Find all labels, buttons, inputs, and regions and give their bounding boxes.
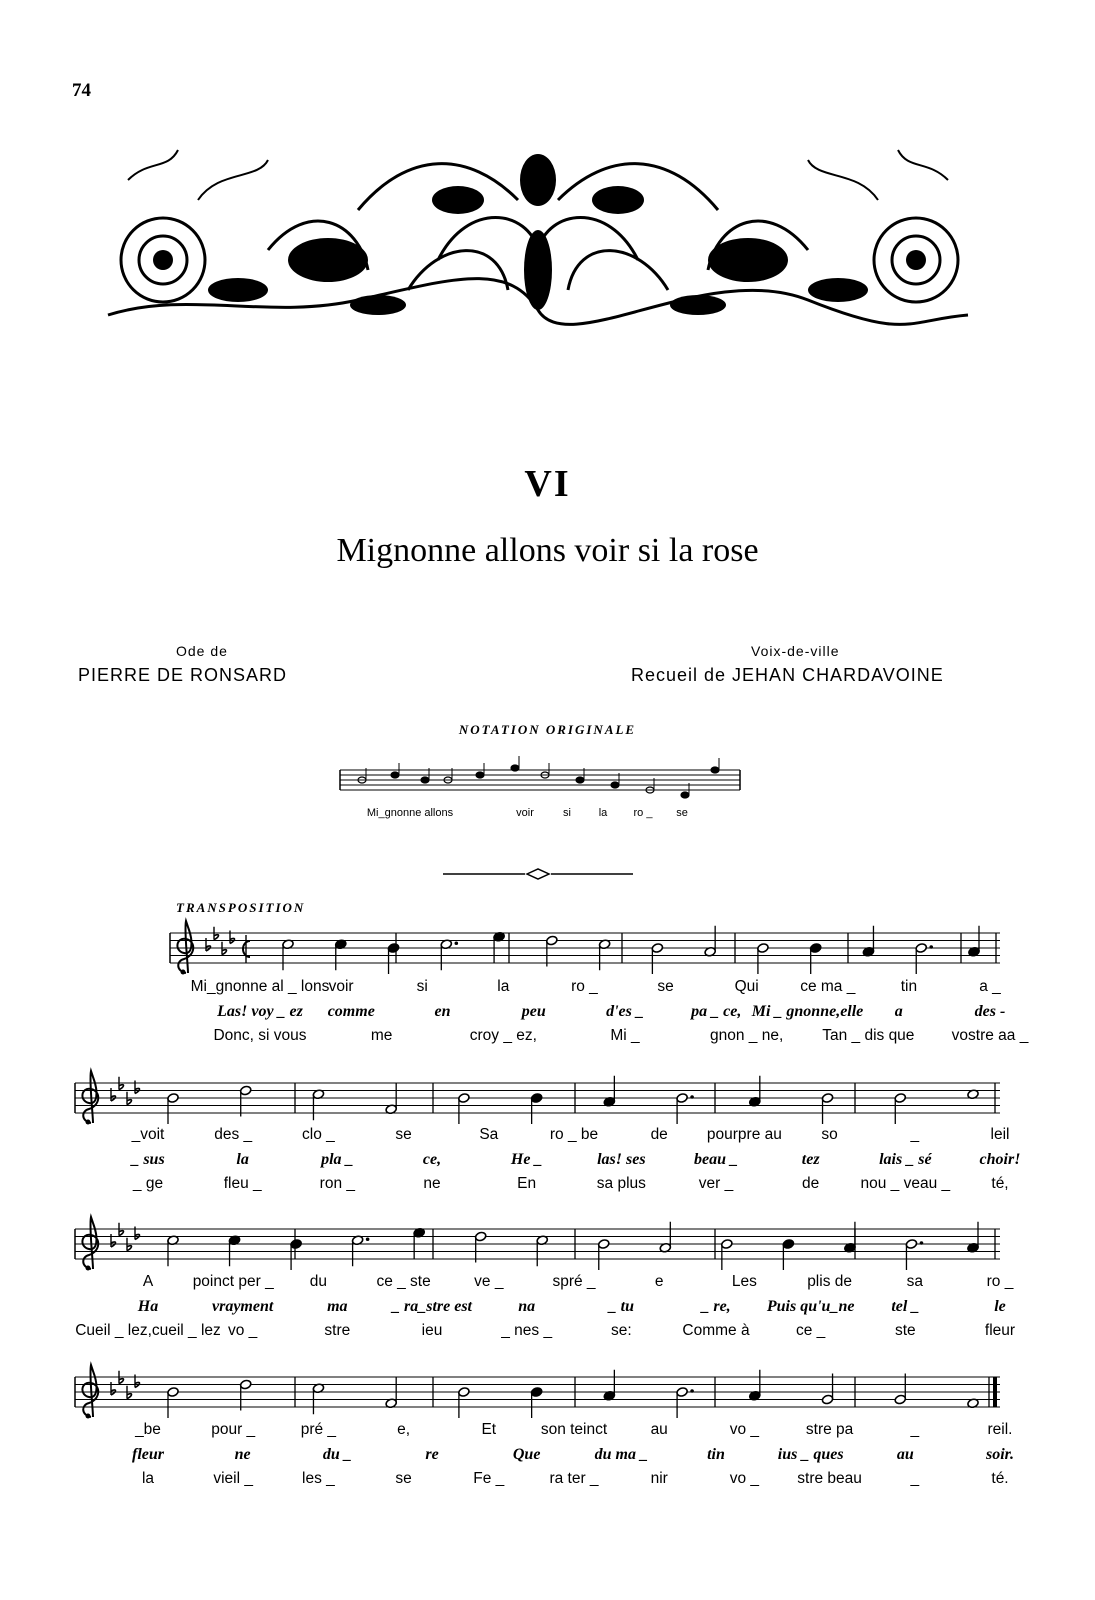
- lyric-syllable: si: [416, 978, 428, 995]
- lyric-syllable: _: [910, 1421, 920, 1438]
- lyric-syllable: la: [141, 1470, 155, 1487]
- note: [967, 1222, 979, 1253]
- lyric-syllable: croy _ ez,: [469, 1027, 537, 1044]
- lyric-syllable: stre beau: [797, 1470, 862, 1487]
- lyric-syllable: nir: [650, 1470, 668, 1487]
- lyric-syllable: ce,: [422, 1151, 442, 1168]
- lyric-syllable: pa _ ce,: [691, 1003, 742, 1020]
- lyric-syllable: ce ma _: [800, 978, 856, 995]
- separator-ornament: [443, 866, 633, 882]
- note: [810, 943, 822, 974]
- lyric-syllable: sa: [906, 1273, 923, 1290]
- lyric-syllable: lais _ sé: [879, 1151, 932, 1168]
- lyric-syllable: las! ses: [597, 1151, 646, 1168]
- lyric-syllable: _ ge: [132, 1175, 164, 1192]
- original-notation-label: NOTATION ORIGINALE: [458, 722, 637, 737]
- lyric-syllable: En: [517, 1175, 537, 1192]
- lyric-syllable: la: [497, 978, 510, 995]
- note: [749, 1370, 761, 1401]
- lyric-syllable: re: [425, 1446, 439, 1463]
- note: [440, 939, 458, 970]
- lyric-syllable: pour _: [211, 1421, 256, 1438]
- note: [862, 926, 874, 957]
- lyric-syllable: _: [910, 1470, 920, 1487]
- lyric-syllable: He _: [510, 1151, 543, 1168]
- transposition-label: TRANSPOSITION: [176, 900, 306, 915]
- lyric-syllable: fleu _: [223, 1175, 262, 1192]
- lyric-syllable: Qui: [734, 978, 759, 995]
- lyric-syllable: ne: [234, 1446, 251, 1463]
- flat-sign: [111, 1088, 116, 1101]
- lyric-syllable: Mi _ gnonne,elle: [751, 1003, 864, 1020]
- lyric-syllable: _ sus: [131, 1151, 165, 1168]
- lyric-syllable: comme: [327, 1003, 375, 1020]
- note: [676, 1387, 694, 1418]
- lyric-syllable: _be: [135, 1421, 161, 1438]
- note: [458, 1093, 470, 1124]
- note: [385, 1377, 397, 1408]
- lyric-syllable: vrayment: [211, 1298, 274, 1315]
- note: [167, 1093, 179, 1124]
- lyric-syllable: du _: [322, 1446, 352, 1463]
- music-staff-2: [75, 1075, 1000, 1125]
- lyric-syllable: ro _ be: [549, 1126, 599, 1143]
- lyric-syllable: a _: [979, 978, 1001, 995]
- lyric-syllable: stre: [324, 1322, 351, 1339]
- lyric-syllable: ne: [423, 1175, 441, 1192]
- lyric-syllable: vo _: [228, 1322, 258, 1339]
- lyric-syllable: se: [657, 978, 674, 995]
- note: [603, 1370, 615, 1401]
- original-lyric-syllable: voir: [516, 807, 534, 819]
- lyric-syllable: beau _: [694, 1151, 738, 1168]
- flat-sign: [111, 1234, 116, 1247]
- lyric-syllable: _ nes _: [501, 1322, 553, 1339]
- music-staff-1: [170, 925, 1000, 975]
- original-lyric-syllable: si: [563, 807, 571, 819]
- lyric-syllable: des -: [974, 1003, 1006, 1020]
- lyric-syllable: de: [802, 1175, 820, 1192]
- flat-sign: [206, 938, 211, 951]
- note: [603, 1076, 615, 1107]
- lyric-syllable: tin: [707, 1446, 725, 1463]
- lyric-syllable: so: [821, 1126, 838, 1143]
- note: [385, 1083, 397, 1114]
- flat-sign: [111, 1382, 116, 1395]
- lyric-syllable: Mi _: [610, 1027, 640, 1044]
- lyric-syllable: _ tu: [608, 1298, 634, 1315]
- lyric-syllable: _: [910, 1126, 920, 1143]
- lyric-syllable: poinct per _: [192, 1273, 274, 1290]
- flat-sign: [135, 1375, 140, 1388]
- lyric-syllable: du ma _: [594, 1446, 648, 1463]
- note: [167, 1387, 179, 1418]
- lyric-syllable: stre pa: [805, 1421, 854, 1438]
- note: [659, 1222, 671, 1253]
- note: [844, 1222, 856, 1253]
- lyric-syllable: té,: [991, 1175, 1009, 1192]
- note: [228, 1235, 240, 1266]
- lyric-syllable: fleur: [984, 1322, 1016, 1339]
- lyric-syllable: pré _: [300, 1421, 337, 1438]
- note: [413, 1227, 425, 1258]
- source-name: Recueil de JEHAN CHARDAVOINE: [631, 665, 944, 685]
- note: [968, 926, 980, 957]
- lyric-syllable: na: [518, 1298, 536, 1315]
- flat-sign: [230, 931, 235, 944]
- lyric-syllable: A: [142, 1273, 154, 1290]
- lyric-syllable: me: [370, 1027, 393, 1044]
- lyric-syllable: spré _: [552, 1273, 596, 1290]
- lyric-syllable: se:: [610, 1322, 632, 1339]
- song-title: Mignonne allons voir si la rose: [336, 532, 759, 569]
- lyric-syllable: en: [434, 1003, 451, 1020]
- lyric-syllable: ra ter _: [549, 1470, 599, 1487]
- note: [651, 943, 663, 974]
- lyric-syllable: vo _: [729, 1470, 760, 1487]
- note: [598, 939, 610, 970]
- lyric-syllable: se: [395, 1126, 412, 1143]
- note: [530, 1387, 542, 1418]
- lyric-syllable: sa plus: [596, 1175, 646, 1192]
- flat-sign: [135, 1081, 140, 1094]
- lyric-syllable: ro _: [571, 978, 598, 995]
- note: [749, 1076, 761, 1107]
- note: [894, 1093, 906, 1124]
- lyric-syllable: ver _: [698, 1175, 734, 1192]
- lyric-syllable: Sa: [479, 1126, 499, 1143]
- lyric-syllable: ro _: [986, 1273, 1014, 1290]
- lyricist-name: PIERRE DE RONSARD: [78, 665, 288, 685]
- note: [721, 1239, 733, 1270]
- lyric-syllable: vo _: [729, 1421, 760, 1438]
- original-note: [711, 758, 719, 773]
- lyric-syllable: Comme à: [682, 1322, 750, 1339]
- original-lyric-syllable: se: [676, 807, 688, 819]
- lyric-syllable: au: [896, 1446, 914, 1463]
- note: [335, 939, 347, 970]
- lyric-syllable: ve _: [474, 1273, 504, 1290]
- lyric-syllable: _voit: [131, 1126, 165, 1143]
- lyric-syllable: tel _: [891, 1298, 920, 1315]
- original-notation-staff: [340, 762, 740, 802]
- lyric-syllable: plis de: [807, 1273, 852, 1290]
- note: [821, 1093, 833, 1124]
- lyric-syllable: Puis qu'u_ne: [766, 1298, 855, 1315]
- cut-time-signature: [243, 935, 250, 963]
- flat-sign: [135, 1227, 140, 1240]
- lyric-syllable: _ ra_stre est: [392, 1298, 472, 1315]
- note: [458, 1387, 470, 1418]
- lyric-syllable: tez: [801, 1151, 820, 1168]
- note: [530, 1093, 542, 1124]
- lyric-syllable: du: [309, 1273, 328, 1290]
- note: [351, 1235, 369, 1266]
- lyric-syllable: Et: [481, 1421, 497, 1438]
- lyric-syllable: le: [994, 1298, 1006, 1315]
- original-note: [511, 756, 519, 771]
- header-ornament: [108, 140, 968, 325]
- lyric-syllable: Mi_gnonne al _ lons: [190, 978, 330, 995]
- lyric-syllable: peu: [521, 1003, 546, 1020]
- lyric-syllable: ste: [894, 1322, 916, 1339]
- lyric-syllable: leil: [990, 1126, 1010, 1143]
- lyric-syllable: fleur: [132, 1446, 164, 1463]
- lyric-syllable: clo _: [302, 1126, 335, 1143]
- lyric-syllable: pla _: [321, 1151, 354, 1168]
- note: [894, 1374, 906, 1405]
- lyric-syllable: les _: [302, 1470, 335, 1487]
- music-staff-4: [75, 1369, 1000, 1419]
- note: [493, 931, 505, 962]
- note: [240, 1085, 252, 1116]
- lyric-syllable: Las! voy _ ez: [217, 1003, 303, 1020]
- note: [290, 1239, 302, 1270]
- lyric-syllable: des _: [214, 1126, 253, 1143]
- lyric-syllable: tin: [900, 978, 918, 995]
- lyric-syllable: Ha: [137, 1298, 159, 1315]
- lyric-syllable: vostre aa _: [951, 1027, 1029, 1044]
- lyric-syllable: soir.: [985, 1446, 1015, 1463]
- page-number: 74: [72, 80, 91, 101]
- lyric-syllable: _ re,: [701, 1298, 731, 1315]
- note: [598, 1239, 610, 1270]
- lyricist-label: Ode de: [176, 643, 228, 659]
- lyric-syllable: gnon _ ne,: [710, 1027, 784, 1044]
- note: [757, 943, 769, 974]
- note: [240, 1379, 252, 1410]
- note: [312, 1089, 324, 1120]
- lyric-syllable: d'es _: [606, 1003, 644, 1020]
- lyric-syllable: ce _: [796, 1322, 826, 1339]
- note: [676, 1093, 694, 1124]
- original-lyric-syllable: ro _: [633, 807, 653, 819]
- lyric-syllable: ius _ ques: [777, 1446, 844, 1463]
- lyric-syllable: son teinct: [540, 1421, 608, 1438]
- note: [167, 1235, 179, 1266]
- source-label: Voix-de-ville: [751, 643, 840, 659]
- lyric-syllable: pourpre au: [706, 1126, 782, 1143]
- lyric-syllable: ma: [327, 1298, 348, 1315]
- lyric-syllable: Cueil _ lez,cueil _ lez: [75, 1322, 221, 1339]
- original-lyric-syllable: Mi_gnonne allons: [366, 807, 454, 819]
- lyric-syllable: voir: [328, 978, 354, 995]
- lyric-syllable: la: [236, 1151, 249, 1168]
- lyric-syllable: Tan _ dis que: [822, 1027, 915, 1044]
- note: [704, 926, 716, 957]
- lyric-syllable: au: [650, 1421, 668, 1438]
- lyric-syllable: a: [894, 1003, 903, 1020]
- lyric-syllable: reil.: [987, 1421, 1013, 1438]
- lyric-syllable: Donc, si vous: [213, 1027, 307, 1044]
- song-number: VI: [524, 463, 571, 505]
- lyric-syllable: vieil _: [213, 1470, 254, 1487]
- lyric-syllable: se: [395, 1470, 412, 1487]
- lyric-syllable: Que: [512, 1446, 541, 1463]
- note: [915, 943, 933, 974]
- lyric-syllable: nou _ veau _: [860, 1175, 951, 1192]
- lyric-syllable: de: [650, 1126, 668, 1143]
- note: [387, 943, 399, 974]
- lyric-syllable: Fe _: [473, 1470, 505, 1487]
- lyric-syllable: choir!: [979, 1151, 1021, 1168]
- note: [821, 1374, 833, 1405]
- original-lyric-syllable: la: [598, 807, 608, 819]
- note: [536, 1235, 548, 1266]
- lyric-syllable: ron _: [319, 1175, 355, 1192]
- lyric-syllable: e,: [397, 1421, 411, 1438]
- note: [282, 939, 294, 970]
- lyric-syllable: té.: [991, 1470, 1009, 1487]
- note: [782, 1239, 794, 1270]
- note: [475, 1231, 487, 1262]
- note: [905, 1239, 923, 1270]
- lyric-syllable: Les: [731, 1273, 757, 1290]
- note: [546, 935, 558, 966]
- music-staff-3: [75, 1221, 1000, 1271]
- note: [312, 1383, 324, 1414]
- lyric-syllable: ce _ ste: [376, 1273, 431, 1290]
- lyric-syllable: e: [654, 1273, 664, 1290]
- lyric-syllable: ieu: [421, 1322, 443, 1339]
